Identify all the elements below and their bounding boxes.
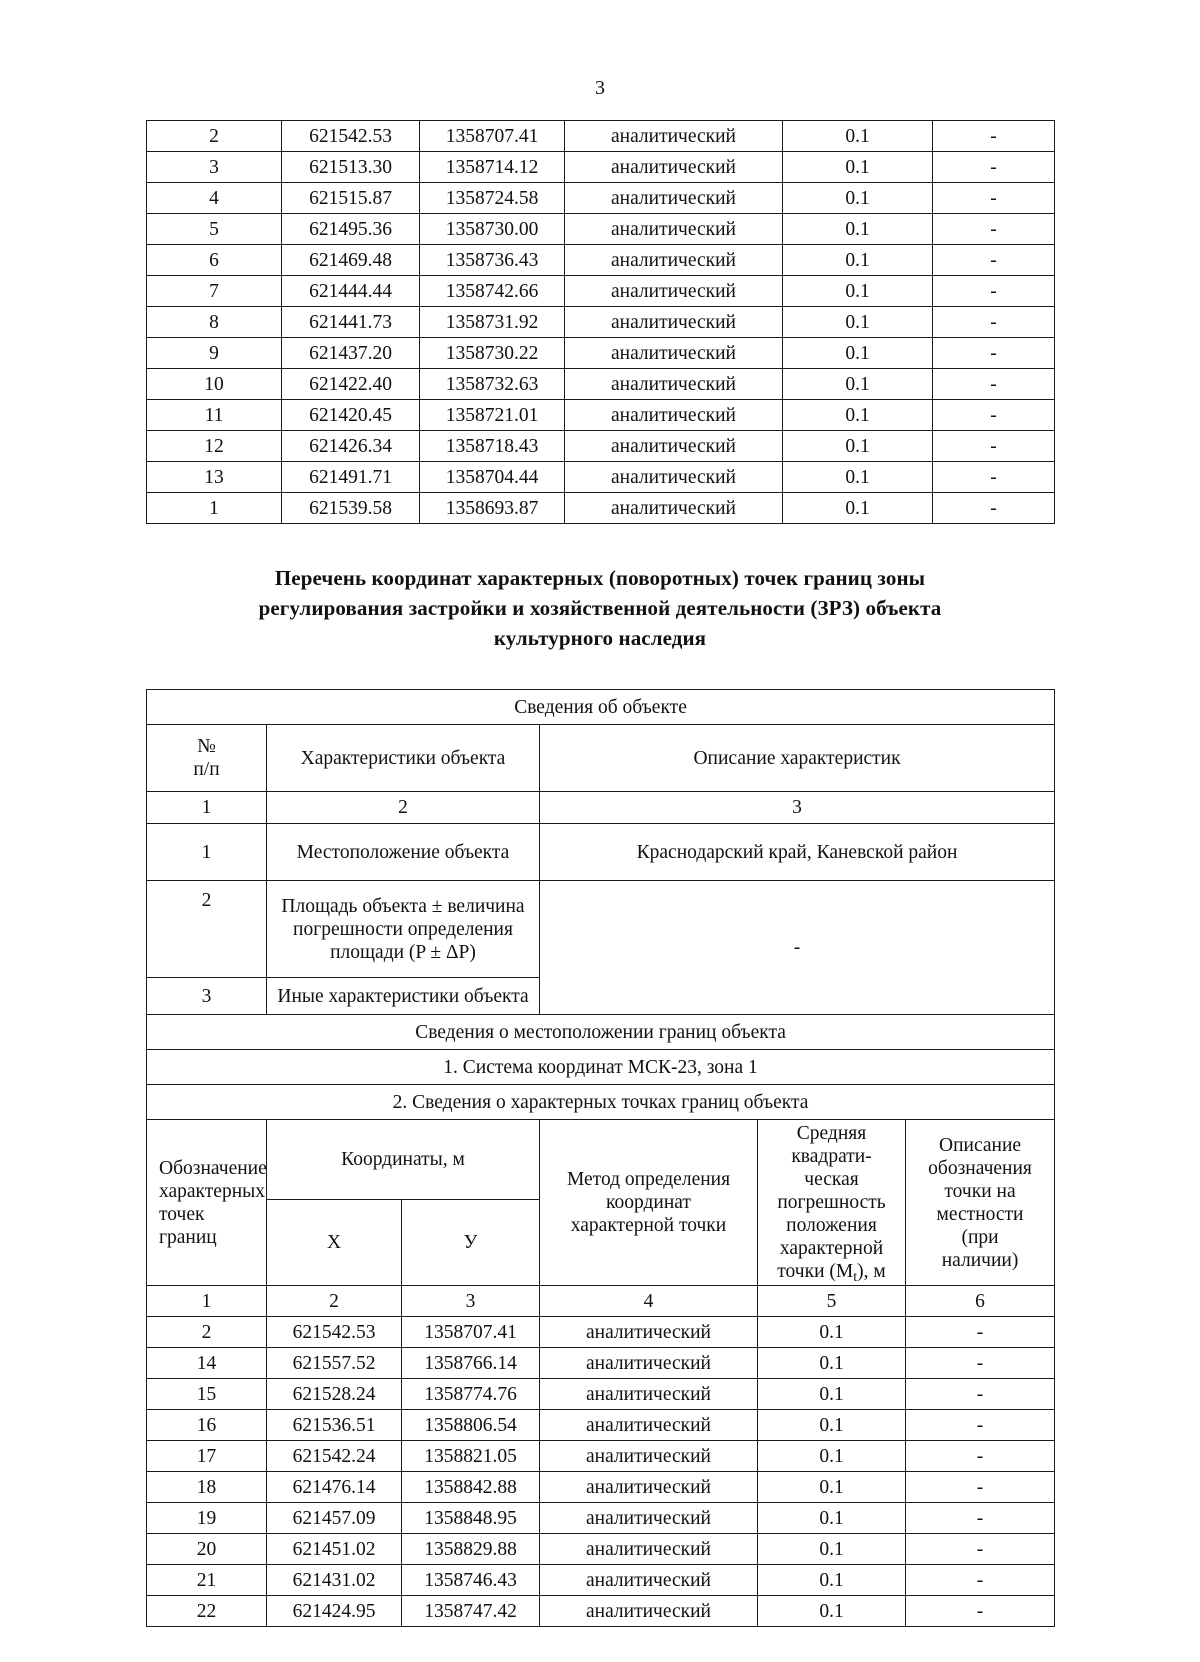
heading-line-1: Перечень координат характерных (поворотных) точек границ зоны xyxy=(274,566,926,590)
cell-method: аналитический xyxy=(540,1596,758,1627)
colnum-2: 2 xyxy=(267,1286,402,1317)
points-banner-row xyxy=(147,1085,1055,1120)
cell-x: 621431.02 xyxy=(267,1565,402,1596)
cell-method: аналитический xyxy=(540,1503,758,1534)
object-information-table xyxy=(146,689,1055,1627)
table-row xyxy=(147,1410,1055,1441)
mt-line-7 xyxy=(762,1260,901,1286)
cell-point-number: 12 xyxy=(147,431,282,462)
table-row xyxy=(147,307,1055,338)
cell-description: - xyxy=(906,1379,1055,1410)
cell-method: аналитический xyxy=(540,1534,758,1565)
colnum-2: 2 xyxy=(267,792,540,824)
desc-line-6: наличии) xyxy=(941,1249,1019,1271)
cell-description: - xyxy=(933,338,1055,369)
cell-point-number: 8 xyxy=(147,307,282,338)
cell-description: - xyxy=(933,276,1055,307)
cell-y: 1358731.92 xyxy=(420,307,565,338)
cell-point-number: 15 xyxy=(147,1379,267,1410)
cell-method: аналитический xyxy=(540,1565,758,1596)
mt-label-a: точки (M xyxy=(777,1261,854,1283)
colnum-5: 5 xyxy=(758,1286,906,1317)
cell-row-number: 2 xyxy=(147,881,267,978)
cell-x: 621424.95 xyxy=(267,1596,402,1627)
cell-point-number: 5 xyxy=(147,214,282,245)
desc-line-2: обозначения xyxy=(928,1157,1032,1179)
header-number-line1: № xyxy=(197,736,216,758)
cell-description: - xyxy=(933,183,1055,214)
colnum-4: 4 xyxy=(540,1286,758,1317)
table-row xyxy=(147,276,1055,307)
cell-point-number: 9 xyxy=(147,338,282,369)
header-description: Описание характеристик xyxy=(540,725,1055,792)
coords-column-number-row xyxy=(147,1286,1055,1317)
points-banner: 2. Сведения о характерных точках границ объекта xyxy=(147,1085,1055,1120)
object-table-body xyxy=(147,690,1055,1627)
cell-characteristic xyxy=(267,881,540,978)
cell-mt: 0.1 xyxy=(783,493,933,524)
cell-description: - xyxy=(933,121,1055,152)
table-row xyxy=(147,1348,1055,1379)
cell-point-number: 4 xyxy=(147,183,282,214)
object-header-row xyxy=(147,725,1055,792)
cell-y: 1358821.05 xyxy=(402,1441,540,1472)
cell-point-number: 2 xyxy=(147,1317,267,1348)
table-row xyxy=(147,1441,1055,1472)
section-heading xyxy=(185,564,1015,653)
cell-row-number: 3 xyxy=(147,978,267,1015)
colnum-3: 3 xyxy=(540,792,1055,824)
cell-mt: 0.1 xyxy=(758,1348,906,1379)
cell-row-number: 1 xyxy=(147,824,267,881)
cell-point-number: 16 xyxy=(147,1410,267,1441)
header-characteristics: Характеристики объекта xyxy=(267,725,540,792)
cell-description: - xyxy=(933,369,1055,400)
page-number: 3 xyxy=(595,77,605,99)
cell-y: 1358714.12 xyxy=(420,152,565,183)
cell-mt: 0.1 xyxy=(783,152,933,183)
cell-method: аналитический xyxy=(565,369,783,400)
cell-mt: 0.1 xyxy=(758,1503,906,1534)
cell-x: 621542.53 xyxy=(267,1317,402,1348)
cell-x: 621542.53 xyxy=(282,121,420,152)
cell-x: 621441.73 xyxy=(282,307,420,338)
cell-description: - xyxy=(933,493,1055,524)
cell-y: 1358718.43 xyxy=(420,431,565,462)
cell-point-number: 20 xyxy=(147,1534,267,1565)
cell-y: 1358829.88 xyxy=(402,1534,540,1565)
cell-y: 1358766.14 xyxy=(402,1348,540,1379)
cell-description: - xyxy=(906,1534,1055,1565)
cell-mt: 0.1 xyxy=(783,462,933,493)
characteristic-line-1: Площадь объекта ± величина xyxy=(281,895,525,917)
continued-table-body xyxy=(147,121,1055,524)
cell-method: аналитический xyxy=(540,1379,758,1410)
table-row xyxy=(147,400,1055,431)
cell-method: аналитический xyxy=(565,431,783,462)
characteristic-line-3: площади (P ± ΔP) xyxy=(330,941,476,963)
method-line-2: координат xyxy=(606,1192,691,1214)
mt-line-5: положения xyxy=(786,1215,877,1237)
cell-description: - xyxy=(933,307,1055,338)
table-row xyxy=(147,338,1055,369)
cell-mt: 0.1 xyxy=(758,1596,906,1627)
cell-x: 621444.44 xyxy=(282,276,420,307)
object-row-location xyxy=(147,824,1055,881)
header-method xyxy=(540,1120,758,1286)
cell-y: 1358746.43 xyxy=(402,1565,540,1596)
cell-characteristic: Местоположение объекта xyxy=(267,824,540,881)
table-row xyxy=(147,152,1055,183)
cell-description: - xyxy=(906,1565,1055,1596)
table-row xyxy=(147,1596,1055,1627)
header-coordinates: Координаты, м xyxy=(267,1120,540,1200)
mt-line-6: характерной xyxy=(779,1238,884,1260)
cell-description: - xyxy=(906,1503,1055,1534)
cell-mt: 0.1 xyxy=(783,183,933,214)
cell-mt: 0.1 xyxy=(758,1410,906,1441)
coords-header-row-top xyxy=(147,1120,1055,1200)
desc-line-1: Описание xyxy=(939,1134,1022,1156)
header-y: У xyxy=(402,1200,540,1286)
cell-mt: 0.1 xyxy=(783,245,933,276)
cell-y: 1358742.66 xyxy=(420,276,565,307)
cell-mt: 0.1 xyxy=(783,338,933,369)
cell-x: 621542.24 xyxy=(267,1441,402,1472)
colnum-1: 1 xyxy=(147,1286,267,1317)
header-number xyxy=(147,725,267,792)
table-row xyxy=(147,183,1055,214)
cell-y: 1358732.63 xyxy=(420,369,565,400)
cell-point-number: 6 xyxy=(147,245,282,276)
cell-x: 621491.71 xyxy=(282,462,420,493)
cell-x: 621515.87 xyxy=(282,183,420,214)
cell-y: 1358842.88 xyxy=(402,1472,540,1503)
page-content xyxy=(146,120,1054,1627)
table-row xyxy=(147,245,1055,276)
cell-y: 1358721.01 xyxy=(420,400,565,431)
method-line-3: характерной точки xyxy=(570,1215,727,1237)
cell-characteristic-value: - xyxy=(540,881,1055,1015)
cell-description: - xyxy=(933,214,1055,245)
method-line-1: Метод определения xyxy=(566,1169,731,1191)
cell-x: 621495.36 xyxy=(282,214,420,245)
object-row-area xyxy=(147,881,1055,978)
cell-y: 1358707.41 xyxy=(420,121,565,152)
cell-mt: 0.1 xyxy=(783,307,933,338)
header-x: X xyxy=(267,1200,402,1286)
cell-point-number: 13 xyxy=(147,462,282,493)
mt-label-sub: t xyxy=(853,1269,858,1286)
colnum-3: 3 xyxy=(402,1286,540,1317)
heading-line-2: регулирования застройки и хозяйственной деятельности (ЗРЗ) объекта xyxy=(258,595,942,620)
characteristic-line-2: погрешности определения xyxy=(293,918,513,940)
cell-point-number: 11 xyxy=(147,400,282,431)
table-row xyxy=(147,369,1055,400)
header-mean-square-error xyxy=(758,1120,906,1286)
cell-y: 1358806.54 xyxy=(402,1410,540,1441)
object-banner: Сведения об объекте xyxy=(147,690,1055,725)
cell-characteristic-value: Краснодарский край, Каневской район xyxy=(540,824,1055,881)
cell-method: аналитический xyxy=(540,1348,758,1379)
cell-mt: 0.1 xyxy=(758,1472,906,1503)
cell-x: 621557.52 xyxy=(267,1348,402,1379)
cell-description: - xyxy=(906,1348,1055,1379)
cell-mt: 0.1 xyxy=(783,276,933,307)
cell-mt: 0.1 xyxy=(783,369,933,400)
desc-line-3: точки на xyxy=(944,1180,1016,1202)
colnum-6: 6 xyxy=(906,1286,1055,1317)
cell-description: - xyxy=(906,1410,1055,1441)
table-row xyxy=(147,462,1055,493)
header-point-designation xyxy=(147,1120,267,1286)
mt-line-3: ческая xyxy=(804,1169,859,1191)
cell-mt: 0.1 xyxy=(758,1317,906,1348)
desc-line-5: (при xyxy=(961,1226,999,1248)
cell-mt: 0.1 xyxy=(758,1565,906,1596)
table-row xyxy=(147,1534,1055,1565)
cell-x: 621536.51 xyxy=(267,1410,402,1441)
mt-line-1: Средняя xyxy=(796,1123,867,1145)
object-column-number-row xyxy=(147,792,1055,824)
cell-y: 1358693.87 xyxy=(420,493,565,524)
cell-method: аналитический xyxy=(540,1317,758,1348)
cell-point-number: 2 xyxy=(147,121,282,152)
table-row xyxy=(147,493,1055,524)
heading-line-3: культурного наследия xyxy=(493,625,707,650)
table-row xyxy=(147,214,1055,245)
header-point-description xyxy=(906,1120,1055,1286)
point-designation-line-2: характерных xyxy=(159,1180,265,1202)
object-banner-row xyxy=(147,690,1055,725)
cell-mt: 0.1 xyxy=(783,121,933,152)
location-banner-row xyxy=(147,1015,1055,1050)
cell-point-number: 7 xyxy=(147,276,282,307)
colnum-1: 1 xyxy=(147,792,267,824)
cell-method: аналитический xyxy=(565,400,783,431)
table-row xyxy=(147,431,1055,462)
cell-x: 621420.45 xyxy=(282,400,420,431)
cell-y: 1358724.58 xyxy=(420,183,565,214)
cell-point-number: 18 xyxy=(147,1472,267,1503)
cell-description: - xyxy=(906,1472,1055,1503)
cell-method: аналитический xyxy=(565,493,783,524)
cell-point-number: 19 xyxy=(147,1503,267,1534)
cell-description: - xyxy=(933,400,1055,431)
cell-x: 621476.14 xyxy=(267,1472,402,1503)
table-row xyxy=(147,1503,1055,1534)
cell-y: 1358848.95 xyxy=(402,1503,540,1534)
cell-method: аналитический xyxy=(565,462,783,493)
cell-description: - xyxy=(906,1441,1055,1472)
mt-line-4: погрешность xyxy=(777,1192,886,1214)
cell-mt: 0.1 xyxy=(758,1534,906,1565)
continued-coordinates-table xyxy=(146,120,1055,524)
desc-line-4: местности xyxy=(936,1203,1024,1225)
table-row xyxy=(147,121,1055,152)
mt-line-2: квадрати- xyxy=(791,1146,872,1168)
cell-y: 1358730.22 xyxy=(420,338,565,369)
cell-method: аналитический xyxy=(565,276,783,307)
cell-y: 1358707.41 xyxy=(402,1317,540,1348)
header-number-line2: п/п xyxy=(193,759,220,781)
cell-point-number: 3 xyxy=(147,152,282,183)
point-designation-line-3: точек границ xyxy=(159,1203,217,1248)
cell-point-number: 22 xyxy=(147,1596,267,1627)
cell-description: - xyxy=(933,462,1055,493)
cell-x: 621422.40 xyxy=(282,369,420,400)
table-row xyxy=(147,1379,1055,1410)
cell-y: 1358747.42 xyxy=(402,1596,540,1627)
cell-method: аналитический xyxy=(565,338,783,369)
cell-x: 621457.09 xyxy=(267,1503,402,1534)
cell-x: 621426.34 xyxy=(282,431,420,462)
cell-method: аналитический xyxy=(565,214,783,245)
coord-system: 1. Система координат МСК-23, зона 1 xyxy=(147,1050,1055,1085)
cell-description: - xyxy=(906,1317,1055,1348)
cell-x: 621469.48 xyxy=(282,245,420,276)
cell-y: 1358736.43 xyxy=(420,245,565,276)
cell-point-number: 21 xyxy=(147,1565,267,1596)
cell-description: - xyxy=(906,1596,1055,1627)
cell-method: аналитический xyxy=(540,1472,758,1503)
cell-point-number: 17 xyxy=(147,1441,267,1472)
coord-system-row xyxy=(147,1050,1055,1085)
cell-x: 621539.58 xyxy=(282,493,420,524)
cell-mt: 0.1 xyxy=(783,214,933,245)
cell-description: - xyxy=(933,245,1055,276)
cell-description: - xyxy=(933,431,1055,462)
cell-method: аналитический xyxy=(565,121,783,152)
cell-mt: 0.1 xyxy=(758,1441,906,1472)
cell-method: аналитический xyxy=(540,1441,758,1472)
cell-mt: 0.1 xyxy=(758,1379,906,1410)
location-banner: Сведения о местоположении границ объекта xyxy=(147,1015,1055,1050)
cell-mt: 0.1 xyxy=(783,400,933,431)
cell-characteristic: Иные характеристики объекта xyxy=(267,978,540,1015)
point-designation-line-1: Обозначение xyxy=(159,1157,267,1179)
cell-mt: 0.1 xyxy=(783,431,933,462)
cell-y: 1358730.00 xyxy=(420,214,565,245)
mt-label-b: ), м xyxy=(857,1261,886,1283)
table-row xyxy=(147,1565,1055,1596)
cell-method: аналитический xyxy=(565,152,783,183)
cell-method: аналитический xyxy=(540,1410,758,1441)
cell-point-number: 1 xyxy=(147,493,282,524)
cell-point-number: 14 xyxy=(147,1348,267,1379)
cell-method: аналитический xyxy=(565,183,783,214)
cell-x: 621451.02 xyxy=(267,1534,402,1565)
table-row xyxy=(147,1472,1055,1503)
cell-x: 621513.30 xyxy=(282,152,420,183)
cell-x: 621528.24 xyxy=(267,1379,402,1410)
table-row xyxy=(147,1317,1055,1348)
cell-y: 1358774.76 xyxy=(402,1379,540,1410)
cell-y: 1358704.44 xyxy=(420,462,565,493)
cell-x: 621437.20 xyxy=(282,338,420,369)
cell-method: аналитический xyxy=(565,307,783,338)
cell-description: - xyxy=(933,152,1055,183)
cell-point-number: 10 xyxy=(147,369,282,400)
cell-method: аналитический xyxy=(565,245,783,276)
